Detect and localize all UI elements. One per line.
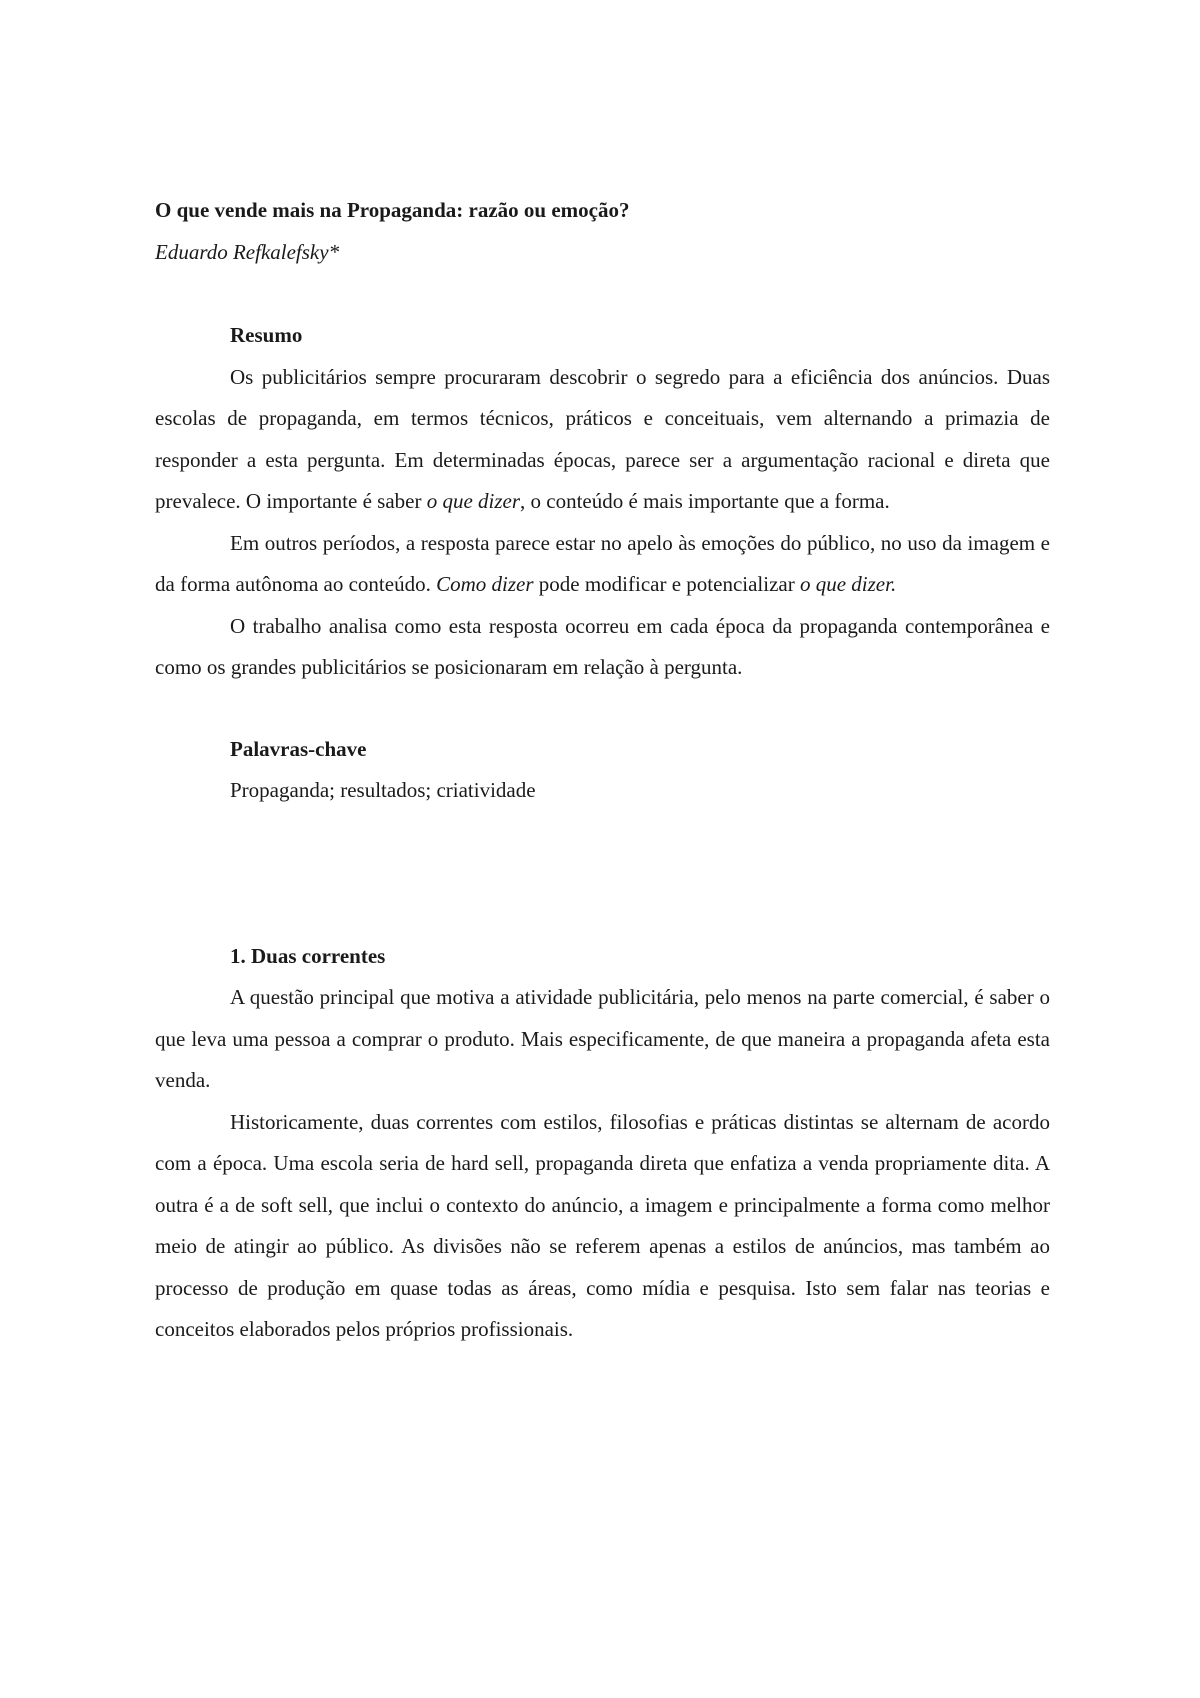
section-1-heading: 1. Duas correntes — [230, 943, 386, 968]
abstract-p1-text-a: Os publicitários sempre procuraram descobrir o segredo para a eficiência dos anúncios. Duas escolas de propaganda, em termos técnicos, práticos e conceituais, vem alternando a primazia de responder a esta pergunta. Em determinadas épocas, parece ser a argumentação racional e direta que prevalece. O importante é saber — [155, 364, 1050, 513]
abstract-heading: Resumo — [230, 323, 303, 347]
abstract-p2-emphasis-2: o que dizer. — [799, 572, 897, 596]
keywords-heading: Palavras-chave — [230, 736, 367, 761]
abstract-p2-text-a: Em outros períodos, a resposta parece estar no apelo às emoções do público, no uso da imagem e da forma autônoma ao conteúdo. — [155, 530, 1050, 596]
paper-page — [155, 190, 1050, 1351]
paper-title: O que vende mais na Propaganda: razão ou emoção? — [155, 198, 630, 222]
spacer — [155, 812, 1050, 936]
abstract-paragraph-1 — [155, 357, 1050, 523]
abstract-p1-emphasis: o que dizer — [426, 489, 521, 513]
section-1-paragraph-1: A questão principal que motiva a atividade publicitária, pelo menos na parte comercial, é saber o que leva uma pessoa a comprar o produto. Mais especificamente, de que maneira a propaganda afeta esta venda. — [155, 985, 1050, 1092]
spacer — [155, 689, 1050, 729]
abstract-p1-text-b: , o conteúdo é mais importante que a forma. — [520, 489, 890, 513]
abstract-paragraph-3: O trabalho analisa como esta resposta ocorreu em cada época da propaganda contemporânea e como os grandes publicitários se posicionaram em relação à pergunta. — [155, 613, 1050, 679]
abstract-p2-text-b: pode modificar e potencializar — [533, 572, 800, 596]
abstract-paragraph-2 — [155, 523, 1050, 606]
keywords-text: Propaganda; resultados; criatividade — [230, 778, 536, 802]
abstract-p2-emphasis-1: Como dizer — [436, 572, 534, 596]
spacer — [155, 273, 1050, 315]
section-1-paragraph-2: Historicamente, duas correntes com estilos, filosofias e práticas distintas se alternam de acordo com a época. Uma escola seria de hard sell, propaganda direta que enfatiza a venda propriamente dita. A outra é a de soft sell, que inclui o contexto do anúncio, a imagem e principalmente a forma como melhor meio de atingir ao público. As divisões não se referem apenas a estilos de anúncios, mas também ao processo de produção em quase todas as áreas, como mídia e pesquisa. Isto sem falar nas teorias e conceitos elaborados pelos próprios profissionais. — [155, 1109, 1050, 1341]
paper-author: Eduardo Refkalefsky* — [155, 239, 340, 264]
